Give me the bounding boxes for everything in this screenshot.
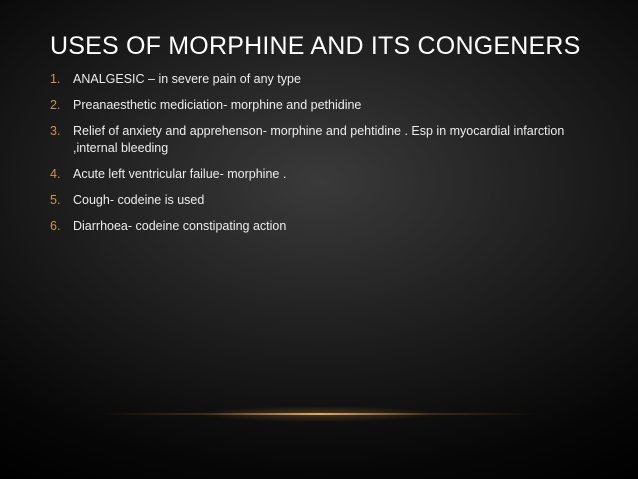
slide-title: USES OF MORPHINE AND ITS CONGENERS <box>50 32 581 60</box>
list-item-number: 4. <box>50 167 61 181</box>
list-item-text: Preanaesthetic mediciation- morphine and pethidine <box>73 98 362 112</box>
list-item-text: Acute left ventricular failue- morphine . <box>73 167 287 181</box>
floor-glow-line <box>100 413 538 415</box>
list-item-text: Diarrhoea- codeine constipating action <box>73 219 287 233</box>
list-item <box>50 71 610 88</box>
list-item-number: 3. <box>50 124 61 138</box>
list-item-text: ANALGESIC – in severe pain of any type <box>73 72 301 86</box>
bullet-list <box>50 71 610 244</box>
list-item-number: 6. <box>50 219 61 233</box>
list-item <box>50 166 610 183</box>
list-item-text: Cough- codeine is used <box>73 193 205 207</box>
list-item <box>50 218 610 235</box>
list-item <box>50 192 610 209</box>
list-item-number: 1. <box>50 72 61 86</box>
list-item-number: 5. <box>50 193 61 207</box>
list-item <box>50 123 610 157</box>
list-item-text: Relief of anxiety and apprehenson- morphine and pehtidine . Esp in myocardial infarction ,internal bleeding <box>73 124 565 155</box>
list-item-number: 2. <box>50 98 61 112</box>
list-item <box>50 97 610 114</box>
